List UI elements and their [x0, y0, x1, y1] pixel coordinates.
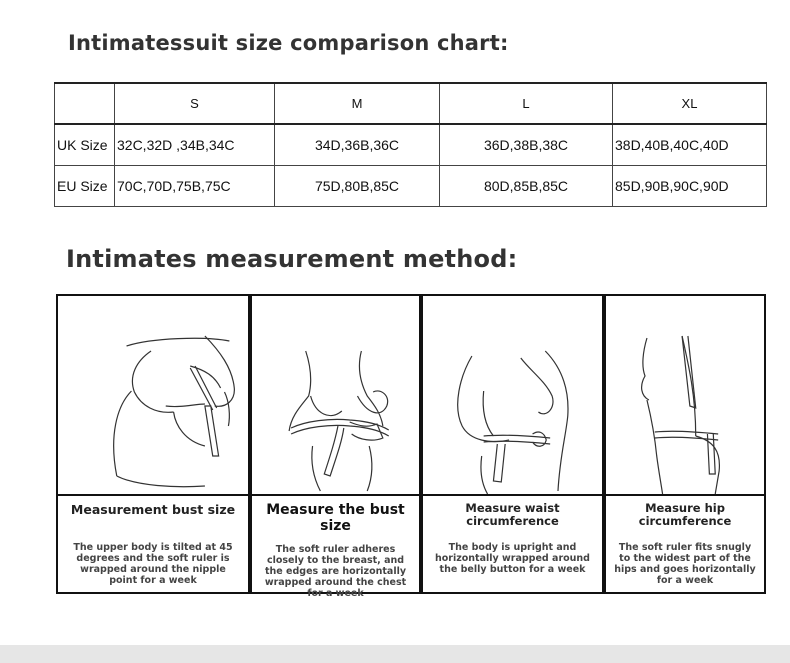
panel-divider [606, 494, 764, 496]
header-cell-xl: XL [613, 83, 767, 124]
table-row-eu [55, 166, 767, 207]
panel-description: The upper body is tilted at 45 degrees and the soft ruler is wrapped around the nipple point for a week [73, 542, 233, 586]
waist-figure-icon [423, 296, 602, 494]
panel-divider [423, 494, 602, 496]
size-comparison-table [54, 82, 767, 207]
header-cell-s: S [115, 83, 275, 124]
panel-description: The body is upright and horizontally wrapped around the belly button for a week [435, 542, 590, 575]
bust-tilt-figure-icon [58, 296, 248, 494]
footer-bar [0, 645, 790, 663]
panel-caption: Measure the bust size [266, 502, 405, 534]
panel-description: The soft ruler fits snugly to the widest part of the hips and goes horizontally for a week [614, 542, 756, 586]
eu-size-xl: 85D,90B,90C,90D [613, 166, 767, 207]
row-label-eu: EU Size [55, 166, 115, 207]
panel-divider [58, 494, 248, 496]
uk-size-s: 32C,32D ,34B,34C [115, 124, 275, 166]
hip-figure-icon [606, 296, 764, 494]
panel-description: The soft ruler adheres closely to the breast, and the edges are horizontally wrapped around the chest for a week [264, 544, 407, 599]
eu-size-l: 80D,85B,85C [440, 166, 613, 207]
panel-measure-hip [604, 294, 766, 594]
panel-measure-bust-tilt [56, 294, 250, 594]
uk-size-xl: 38D,40B,40C,40D [613, 124, 767, 166]
panel-caption: Measurement bust size [70, 502, 236, 517]
row-label-uk: UK Size [55, 124, 115, 166]
bust-wrap-figure-icon [252, 296, 419, 494]
size-chart-title: Intimatessuit size comparison chart: [68, 31, 509, 55]
panel-caption: Measure waist circumference [465, 501, 560, 528]
panel-divider [252, 494, 419, 496]
panel-caption: Measure hip circumference [638, 501, 732, 528]
table-header-row [55, 83, 767, 124]
panel-measure-waist [421, 294, 604, 594]
table-row-uk [55, 124, 767, 166]
eu-size-m: 75D,80B,85C [275, 166, 440, 207]
measurement-method-title: Intimates measurement method: [66, 245, 518, 273]
header-cell-m: M [275, 83, 440, 124]
header-cell-l: L [440, 83, 613, 124]
header-cell-empty [55, 83, 115, 124]
panel-measure-bust [250, 294, 421, 599]
uk-size-l: 36D,38B,38C [440, 124, 613, 166]
eu-size-s: 70C,70D,75B,75C [115, 166, 275, 207]
uk-size-m: 34D,36B,36C [275, 124, 440, 166]
